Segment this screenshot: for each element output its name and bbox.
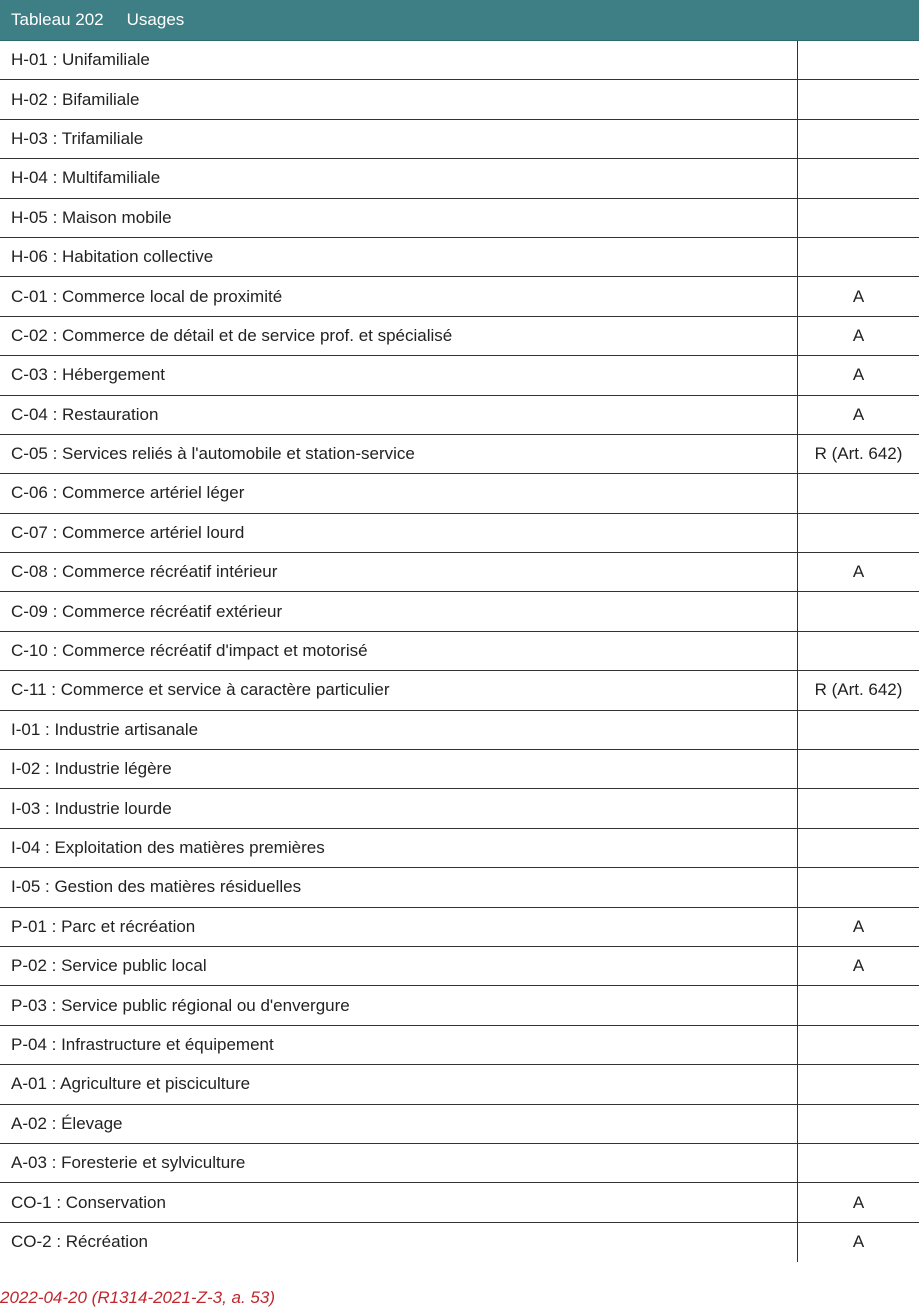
table-row <box>0 908 919 947</box>
usage-value-cell: A <box>797 908 919 946</box>
usage-name-cell: P-04 : Infrastructure et équipement <box>11 1034 274 1054</box>
usage-name-cell: C-06 : Commerce artériel léger <box>11 483 245 503</box>
table-row <box>0 199 919 238</box>
usage-name-cell: A-03 : Foresterie et sylviculture <box>11 1153 246 1173</box>
usage-name-cell: H-02 : Bifamiliale <box>11 89 140 109</box>
table-row <box>0 1223 919 1262</box>
usage-name-cell: C-03 : Hébergement <box>11 365 166 385</box>
usage-value-cell: R (Art. 642) <box>797 435 919 473</box>
usage-value-cell <box>797 474 919 512</box>
table-row <box>0 592 919 631</box>
usage-value-cell <box>797 1065 919 1103</box>
usage-name-cell: H-03 : Trifamiliale <box>11 128 144 148</box>
table-row <box>0 750 919 789</box>
usage-name-cell: I-01 : Industrie artisanale <box>11 719 199 739</box>
table-row <box>0 986 919 1025</box>
usage-name-cell: I-03 : Industrie lourde <box>11 798 172 818</box>
table-row <box>0 396 919 435</box>
table-title: Usages <box>126 10 185 29</box>
usage-value-cell <box>797 592 919 630</box>
usage-value-cell <box>797 199 919 237</box>
table-row <box>0 947 919 986</box>
table-row <box>0 1065 919 1104</box>
table-row <box>0 1183 919 1222</box>
table-row <box>0 474 919 513</box>
table-row <box>0 159 919 198</box>
usage-name-cell: A-01 : Agriculture et pisciculture <box>11 1074 251 1094</box>
usage-name-cell: C-08 : Commerce récréatif intérieur <box>11 562 278 582</box>
usage-value-cell <box>797 868 919 906</box>
table-row <box>0 514 919 553</box>
usage-name-cell: C-11 : Commerce et service à caractère particulier <box>11 680 390 700</box>
table-header <box>0 0 919 41</box>
usage-value-cell: A <box>797 317 919 355</box>
usage-value-cell <box>797 986 919 1024</box>
table-row <box>0 1144 919 1183</box>
usage-value-cell <box>797 159 919 197</box>
table-number: Tableau 202 <box>11 10 104 29</box>
usage-name-cell: H-04 : Multifamiliale <box>11 168 161 188</box>
table-row <box>0 789 919 828</box>
usage-name-cell: C-09 : Commerce récréatif extérieur <box>11 601 283 621</box>
usage-value-cell: A <box>797 277 919 315</box>
usage-name-cell: CO-1 : Conservation <box>11 1192 166 1212</box>
usage-value-cell <box>797 1026 919 1064</box>
table-row <box>0 277 919 316</box>
usage-value-cell <box>797 120 919 158</box>
table-row <box>0 1026 919 1065</box>
usage-value-cell: A <box>797 553 919 591</box>
table-row <box>0 41 919 80</box>
usage-name-cell: C-10 : Commerce récréatif d'impact et motorisé <box>11 641 368 661</box>
usage-name-cell: C-05 : Services reliés à l'automobile et station-service <box>11 444 415 464</box>
usage-name-cell: H-06 : Habitation collective <box>11 247 214 267</box>
usage-value-cell: A <box>797 947 919 985</box>
usage-value-cell: A <box>797 356 919 394</box>
usage-name-cell: P-03 : Service public régional ou d'envergure <box>11 995 350 1015</box>
table-row <box>0 632 919 671</box>
usage-value-cell: A <box>797 396 919 434</box>
usage-name-cell: H-05 : Maison mobile <box>11 207 172 227</box>
usage-value-cell <box>797 711 919 749</box>
usage-value-cell <box>797 80 919 118</box>
table-row <box>0 553 919 592</box>
usage-value-cell <box>797 1144 919 1182</box>
usage-value-cell <box>797 238 919 276</box>
usage-name-cell: C-01 : Commerce local de proximité <box>11 286 283 306</box>
amendment-footnote: 2022-04-20 (R1314-2021-Z-3, a. 53) <box>0 1288 275 1307</box>
usage-name-cell: P-01 : Parc et récréation <box>11 916 196 936</box>
usage-name-cell: C-02 : Commerce de détail et de service prof. et spécialisé <box>11 325 453 345</box>
usages-table <box>0 41 919 1262</box>
usage-value-cell <box>797 41 919 79</box>
table-row <box>0 120 919 159</box>
usage-name-cell: A-02 : Élevage <box>11 1113 123 1133</box>
usage-value-cell <box>797 829 919 867</box>
table-row <box>0 868 919 907</box>
table-row <box>0 671 919 710</box>
table-row <box>0 80 919 119</box>
usage-name-cell: P-02 : Service public local <box>11 956 207 976</box>
usage-name-cell: I-05 : Gestion des matières résiduelles <box>11 877 302 897</box>
usage-value-cell <box>797 750 919 788</box>
usage-value-cell <box>797 632 919 670</box>
usage-name-cell: I-02 : Industrie légère <box>11 759 172 779</box>
table-row <box>0 238 919 277</box>
usage-value-cell <box>797 1105 919 1143</box>
table-row <box>0 829 919 868</box>
usage-name-cell: H-01 : Unifamiliale <box>11 50 150 70</box>
table-row <box>0 356 919 395</box>
usage-name-cell: C-04 : Restauration <box>11 404 159 424</box>
usage-value-cell: A <box>797 1183 919 1221</box>
table-row <box>0 435 919 474</box>
table-row <box>0 711 919 750</box>
table-row <box>0 1105 919 1144</box>
usage-value-cell <box>797 789 919 827</box>
usage-name-cell: CO-2 : Récréation <box>11 1232 148 1252</box>
usage-value-cell <box>797 514 919 552</box>
usage-value-cell: A <box>797 1223 919 1262</box>
usage-name-cell: C-07 : Commerce artériel lourd <box>11 522 245 542</box>
usage-name-cell: I-04 : Exploitation des matières premières <box>11 838 325 857</box>
table-row <box>0 317 919 356</box>
usage-value-cell: R (Art. 642) <box>797 671 919 709</box>
